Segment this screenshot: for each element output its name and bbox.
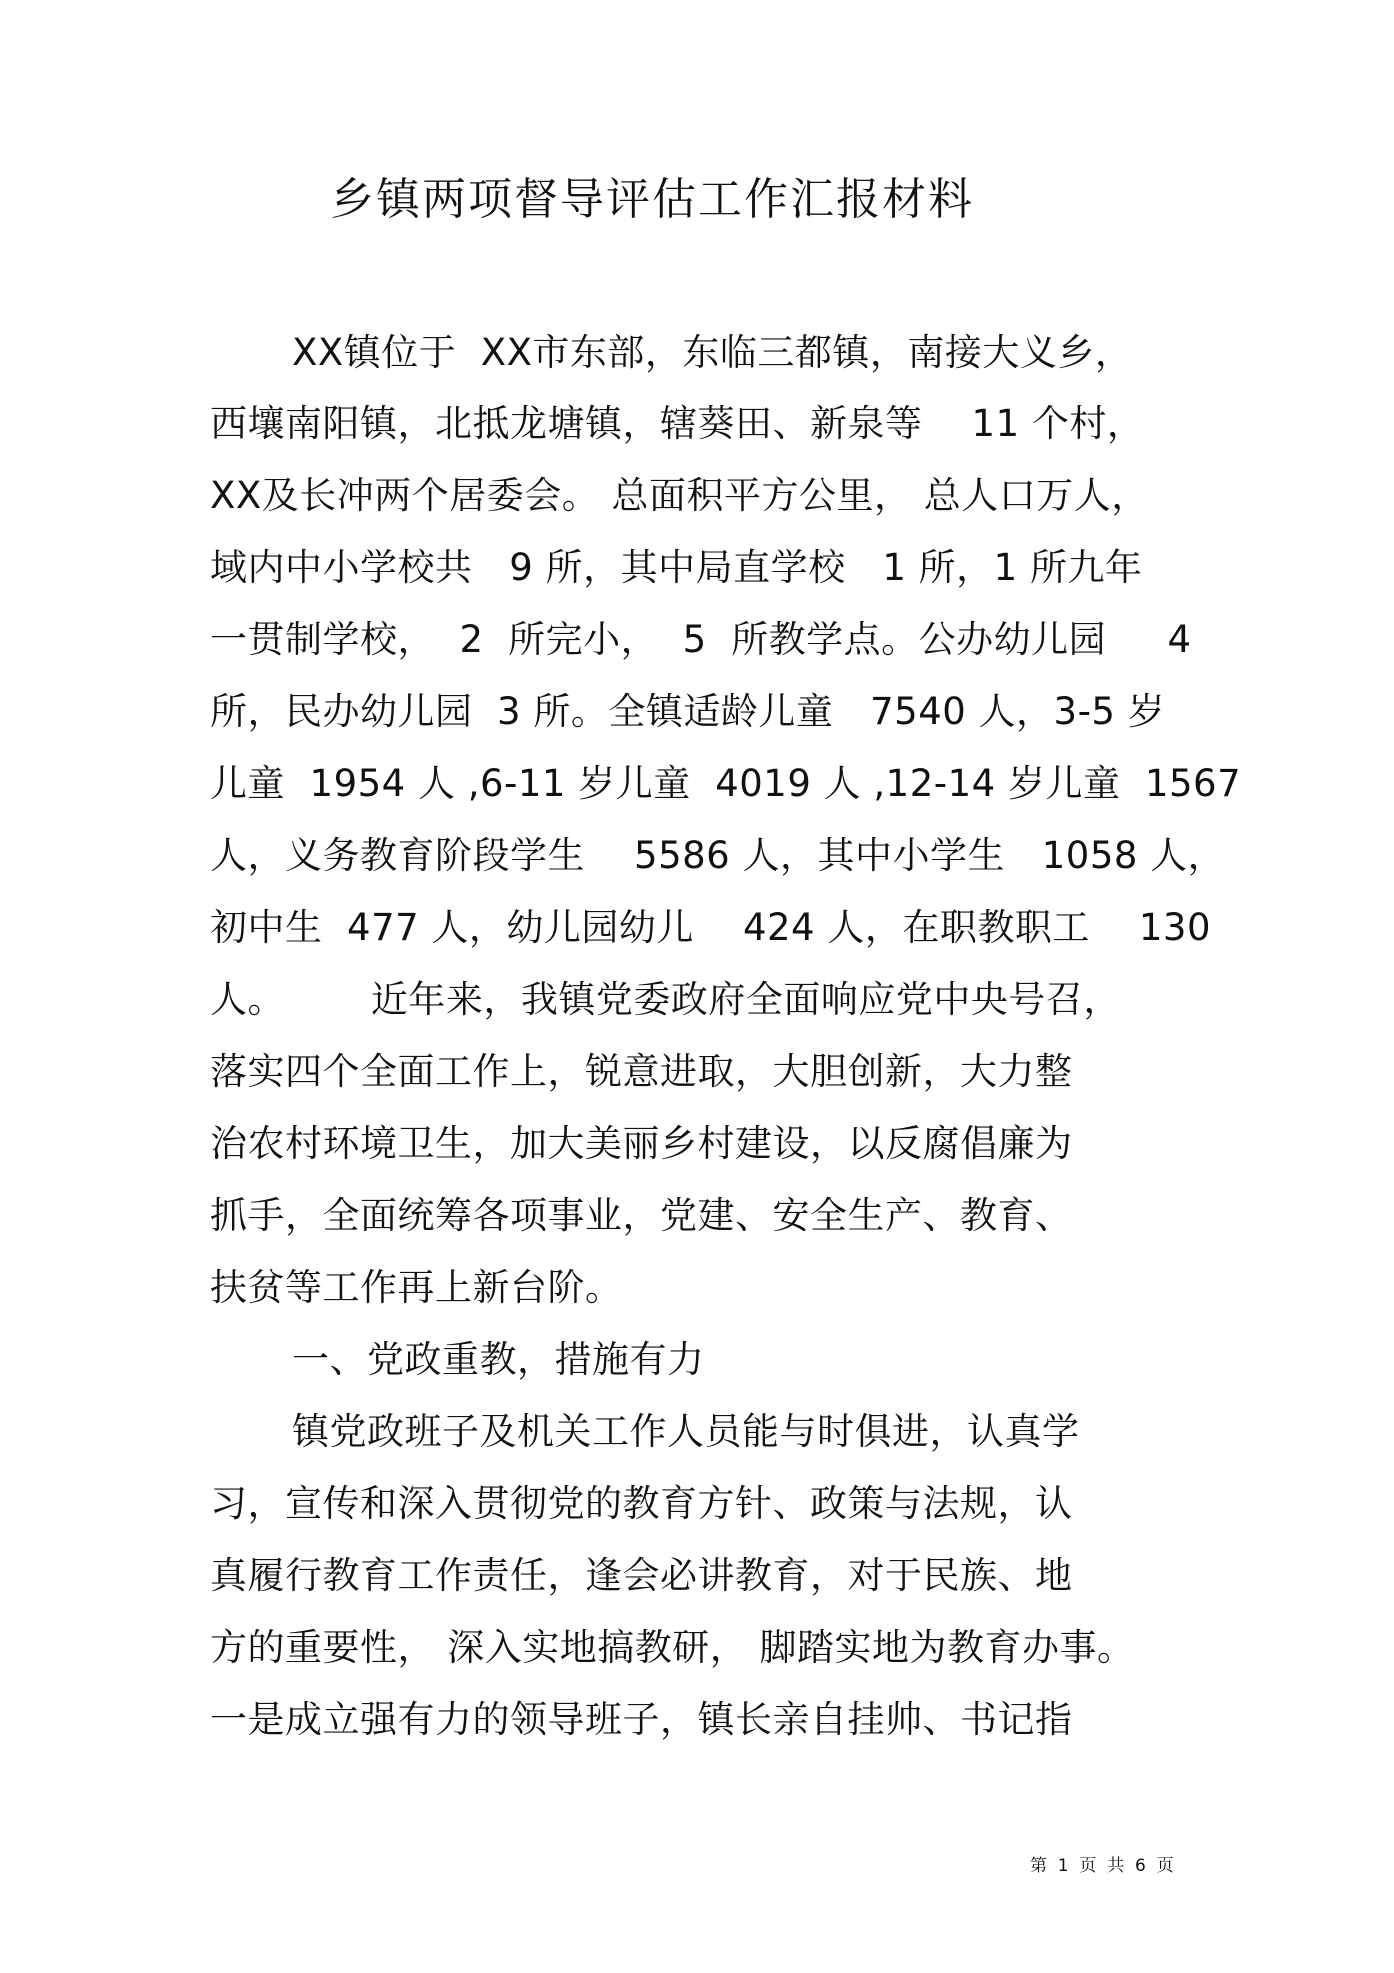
paragraph-line-19: 方的重要性， 深入实地搞教研， 脚踏实地为教育办事。 xyxy=(210,1626,1135,1669)
paragraph-line-1: XX镇位于 XX市东部，东临三都镇，南接大义乡， xyxy=(292,331,1133,374)
paragraph-line-18: 真履行教育工作责任，逢会必讲教育，对于民族、地 xyxy=(210,1554,1073,1597)
section-heading: 一、党政重教，措施有力 xyxy=(292,1338,705,1381)
paragraph-line-17: 习，宣传和深入贯彻党的教育方针、政策与法规，认 xyxy=(210,1482,1073,1525)
paragraph-line-9: 初中生 477 人，幼儿园幼儿 424 人，在职教职工 130 xyxy=(210,906,1211,949)
paragraph-line-3: XX及长冲两个居委会。 总面积平方公里， 总人口万人， xyxy=(210,474,1149,517)
paragraph-line-6: 所，民办幼儿园 3 所。全镇适龄儿童 7540 人，3-5 岁 xyxy=(210,690,1166,733)
paragraph-line-4: 域内中小学校共 9 所，其中局直学校 1 所，1 所九年 xyxy=(210,546,1143,589)
paragraph-line-12: 治农村环境卫生，加大美丽乡村建设，以反腐倡廉为 xyxy=(210,1122,1073,1165)
document-title: 乡镇两项督导评估工作汇报材料 xyxy=(330,174,974,225)
paragraph-line-7: 儿童 1954 人 ,6-11 岁儿童 4019 人 ,12-14 岁儿童 1567 xyxy=(210,762,1242,805)
paragraph-line-14: 扶贫等工作再上新台阶。 xyxy=(210,1266,623,1309)
paragraph-line-16: 镇党政班子及机关工作人员能与时俱进，认真学 xyxy=(292,1410,1080,1453)
paragraph-line-10: 人。 近年来，我镇党委政府全面响应党中央号召， xyxy=(210,978,1121,1021)
page-number-footer: 第 1 页 共 6 页 xyxy=(1030,1856,1174,1876)
paragraph-line-5: 一贯制学校， 2 所完小， 5 所教学点。公办幼儿园 4 xyxy=(210,618,1192,661)
paragraph-line-11: 落实四个全面工作上，锐意进取，大胆创新，大力整 xyxy=(210,1050,1073,1093)
paragraph-line-20: 一是成立强有力的领导班子，镇长亲自挂帅、书记指 xyxy=(210,1698,1073,1741)
paragraph-line-2: 西壤南阳镇，北抵龙塘镇，辖葵田、新泉等 11 个村， xyxy=(210,402,1145,445)
paragraph-line-13: 抓手，全面统筹各项事业，党建、安全生产、教育、 xyxy=(210,1194,1073,1237)
paragraph-line-8: 人，义务教育阶段学生 5586 人，其中小学生 1058 人， xyxy=(210,834,1226,877)
